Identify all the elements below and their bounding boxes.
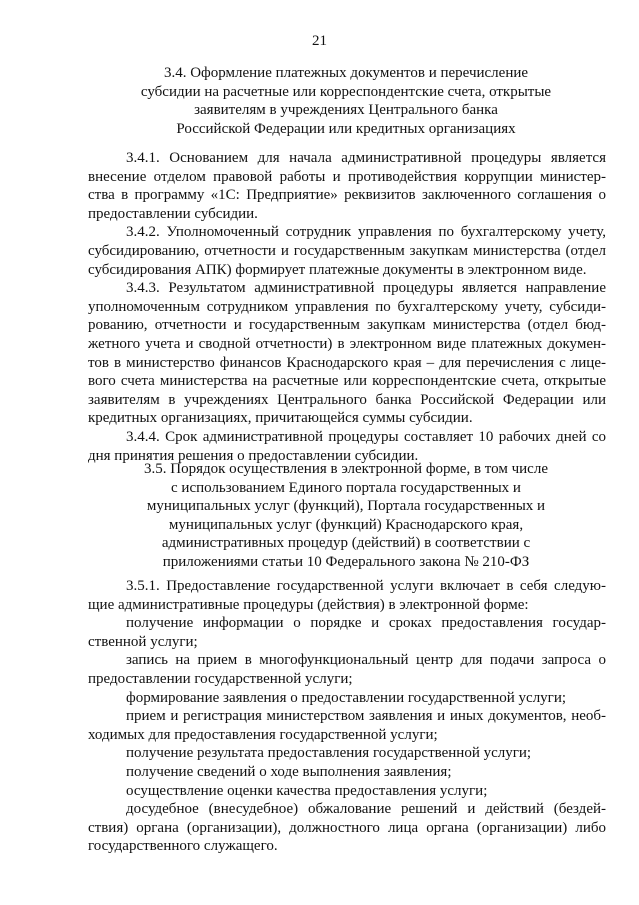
heading-line: административных процедур (действий) в соответствии с: [161, 535, 531, 551]
paragraph: [88, 149, 606, 223]
paragraph-line: субсидированию, отчетности и государственным закупкам министерства (отдел: [88, 242, 606, 259]
paragraph-line: кредитных организациях, причитающейся суммы субсидии.: [88, 410, 473, 427]
paragraph-line: предоставлении государственной услуги;: [88, 670, 353, 687]
heading-line: 3.4. Оформление платежных документов и перечисление: [163, 65, 529, 81]
paragraph-line: ствия) органа (организации), должностного лица органа (организации) либо: [88, 819, 606, 836]
heading-line: 3.5. Порядок осуществления в электронной форме, в том числе: [144, 461, 548, 477]
paragraph: [88, 800, 606, 856]
paragraph-line: получение сведений о ходе выполнения заявления;: [126, 763, 452, 780]
paragraph-line: ственной услуги;: [88, 633, 198, 650]
paragraph-line: дня принятия решения о предоставлении субсидии.: [88, 447, 419, 464]
paragraph-line: получение результата предоставления государственной услуги;: [126, 745, 532, 762]
paragraph: [88, 744, 606, 763]
paragraph: [88, 782, 606, 801]
paragraph-line: вого счета министерства на расчетные или корреспондентские счета, открытые: [88, 373, 606, 390]
section-3-5-heading: [80, 460, 612, 571]
paragraph-line: 3.4.2. Уполномоченный сотрудник управления по бухгалтерскому учету,: [126, 224, 606, 241]
paragraph-line: ства в программу «1С: Предприятие» реквизитов заключенного соглашения о: [88, 187, 606, 204]
paragraph: [88, 577, 606, 614]
heading-line: с использованием Единого портала государственных и: [171, 479, 521, 496]
heading-line: Российской Федерации или кредитных организациях: [176, 120, 516, 137]
heading-line: приложениями статьи 10 Федерального закона № 210-ФЗ: [162, 553, 530, 570]
paragraph-line: предоставлении субсидии.: [88, 205, 258, 222]
paragraph-line: тов в министерство финансов Краснодарского края – для перечисления с лице-: [88, 354, 606, 371]
paragraph-line: ходимых для предоставления государственной услуги;: [88, 726, 438, 743]
paragraph: [88, 223, 606, 279]
heading-line: заявителям в учреждениях Центрального банка: [194, 102, 498, 118]
paragraph: [88, 689, 606, 708]
paragraph-line: субсидирования АПК) формирует платежные документы в электронном виде.: [88, 261, 587, 278]
paragraph-line: 3.4.1. Основанием для начала административной процедуры является: [126, 150, 606, 166]
paragraph-line: 3.4.3. Результатом административной процедуры является направление: [126, 280, 606, 297]
paragraph-line: щие административные процедуры (действия) в электронной форме:: [88, 596, 529, 613]
heading-line: субсидии на расчетные или корреспондентские счета, открытые: [140, 83, 552, 100]
heading-line: муниципальных услуг (функций), Портала государственных и: [146, 498, 546, 514]
paragraph-line: заявителям в учреждениях Центрального банка Российской Федерации или: [88, 391, 606, 408]
paragraph-line: прием и регистрация министерством заявления и иных документов, необ-: [126, 708, 606, 725]
paragraph-line: запись на прием в многофункциональный центр для подачи запроса о: [126, 652, 606, 669]
page-number: 21: [312, 33, 327, 49]
section-3-4-heading: [80, 64, 612, 138]
paragraph-line: формирование заявления о предоставлении государственной услуги;: [126, 689, 567, 706]
heading-line: муниципальных услуг (функций) Краснодарского края,: [168, 516, 524, 533]
paragraph-line: осуществление оценки качества предоставления услуги;: [126, 782, 488, 799]
paragraph: [88, 614, 606, 651]
section-3-5-body: [88, 577, 606, 856]
paragraph: [88, 279, 606, 428]
paragraph-line: внесение отделом правовой работы и противодействия коррупции министер-: [88, 168, 606, 185]
paragraph-line: получение информации о порядке и сроках предоставления государ-: [126, 615, 606, 632]
paragraph: [88, 707, 606, 744]
paragraph-line: 3.4.4. Срок административной процедуры составляет 10 рабочих дней со: [126, 428, 606, 445]
paragraph: [88, 651, 606, 688]
paragraph-line: досудебное (внесудебное) обжалование решений и действий (бездей-: [126, 801, 606, 818]
section-3-4-body: [88, 149, 606, 465]
paragraph-line: рованию, отчетности и государственным закупкам министерства (отдел бюд-: [88, 317, 606, 334]
paragraph-line: уполномоченным сотрудником управления по бухгалтерскому учету, субсиди-: [88, 298, 606, 315]
paragraph: [88, 763, 606, 782]
paragraph-line: жетного учета и сводной отчетности) в электронном виде платежных докумен-: [88, 335, 606, 352]
paragraph-line: государственного служащего.: [88, 838, 278, 855]
paragraph-line: 3.5.1. Предоставление государственной услуги включает в себя следую-: [126, 578, 606, 594]
